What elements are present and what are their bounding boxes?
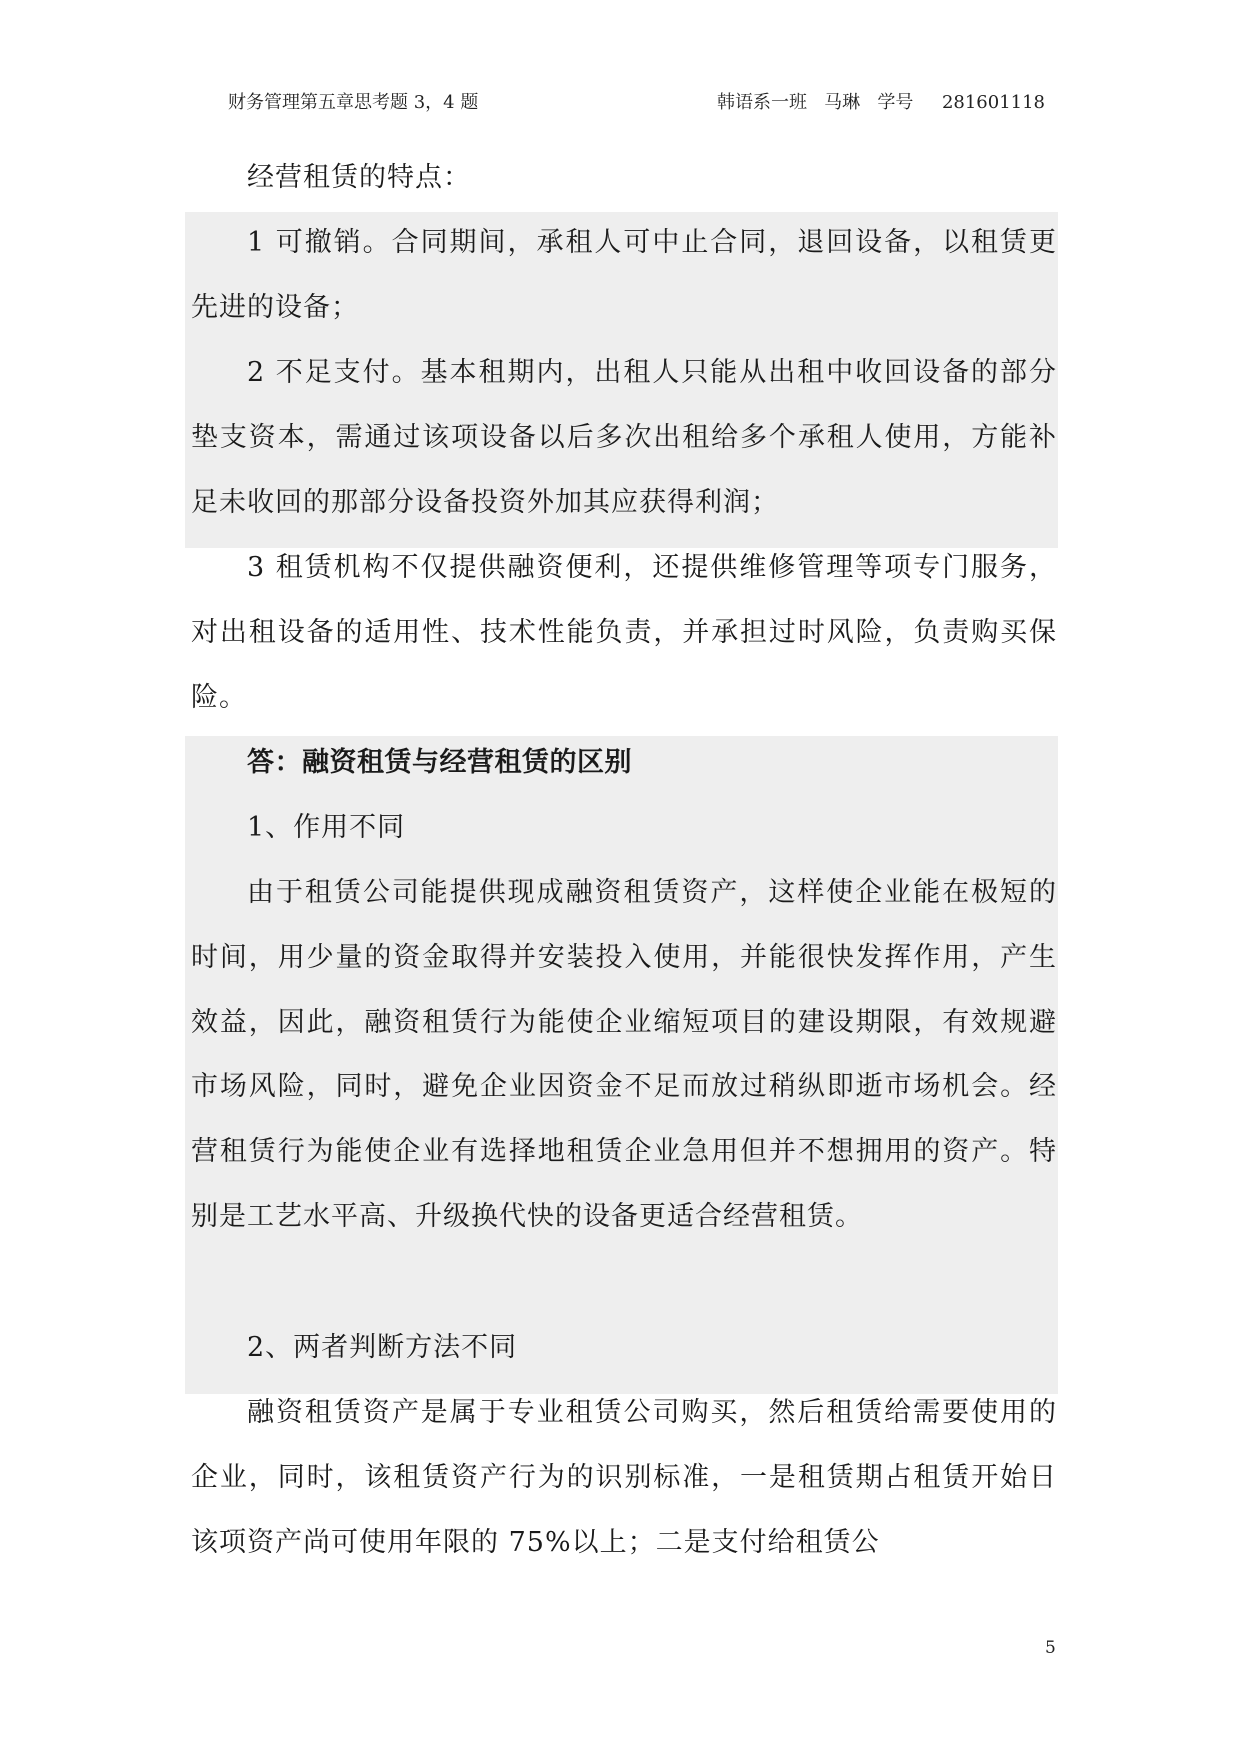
paragraph-3: 2 不足支付。基本租期内，出租人只能从出租中收回设备的部分垫支资本，需通过该项设备以后多次出租给多个承租人使用，方能补足未收回的那部分设备投资外加其应获得利润； <box>191 357 1057 518</box>
paragraph-6: 融资租赁资产是属于专业租赁公司购买，然后租赁给需要使用的企业，同时，该租赁资产行为的识别标准，一是租赁期占租赁开始日该项资产尚可使用年限的 75%以上；二是支付给租赁公 <box>191 1397 1057 1558</box>
paragraph-1: 经营租赁的特点： <box>247 162 471 193</box>
header-left-text: 财务管理第五章思考题 3，4 题 <box>228 92 479 113</box>
answer-heading: 答：融资租赁与经营租赁的区别 <box>247 747 632 778</box>
paragraph-4: 3 租赁机构不仅提供融资便利，还提供维修管理等项专门服务，对出租设备的适用性、技术性能负责，并承担过时风险，负责购买保险。 <box>191 552 1057 713</box>
paragraph-2: 1 可撤销。合同期间，承租人可中止合同，退回设备，以租赁更先进的设备； <box>191 227 1057 323</box>
paragraph-5: 由于租赁公司能提供现成融资租赁资产，这样使企业能在极短的时间，用少量的资金取得并安装投入使用，并能很快发挥作用，产生效益，因此，融资租赁行为能使企业缩短项目的建设期限，有效规避市场风险，同时，避免企业因资金不足而放过稍纵即逝市场机会。经营租赁行为能使企业有选择地租赁企业急用但并不想拥用的资产。特别是工艺水平高、升级换代快的设备更适合经营租赁。 <box>191 877 1057 1232</box>
page-number: 5 <box>1045 1638 1056 1658</box>
subheading-1: 1、作用不同 <box>247 812 406 843</box>
header-right-text: 韩语系一班 马琳 学号 281601118 <box>717 92 1046 113</box>
subheading-2: 2、两者判断方法不同 <box>247 1332 518 1363</box>
